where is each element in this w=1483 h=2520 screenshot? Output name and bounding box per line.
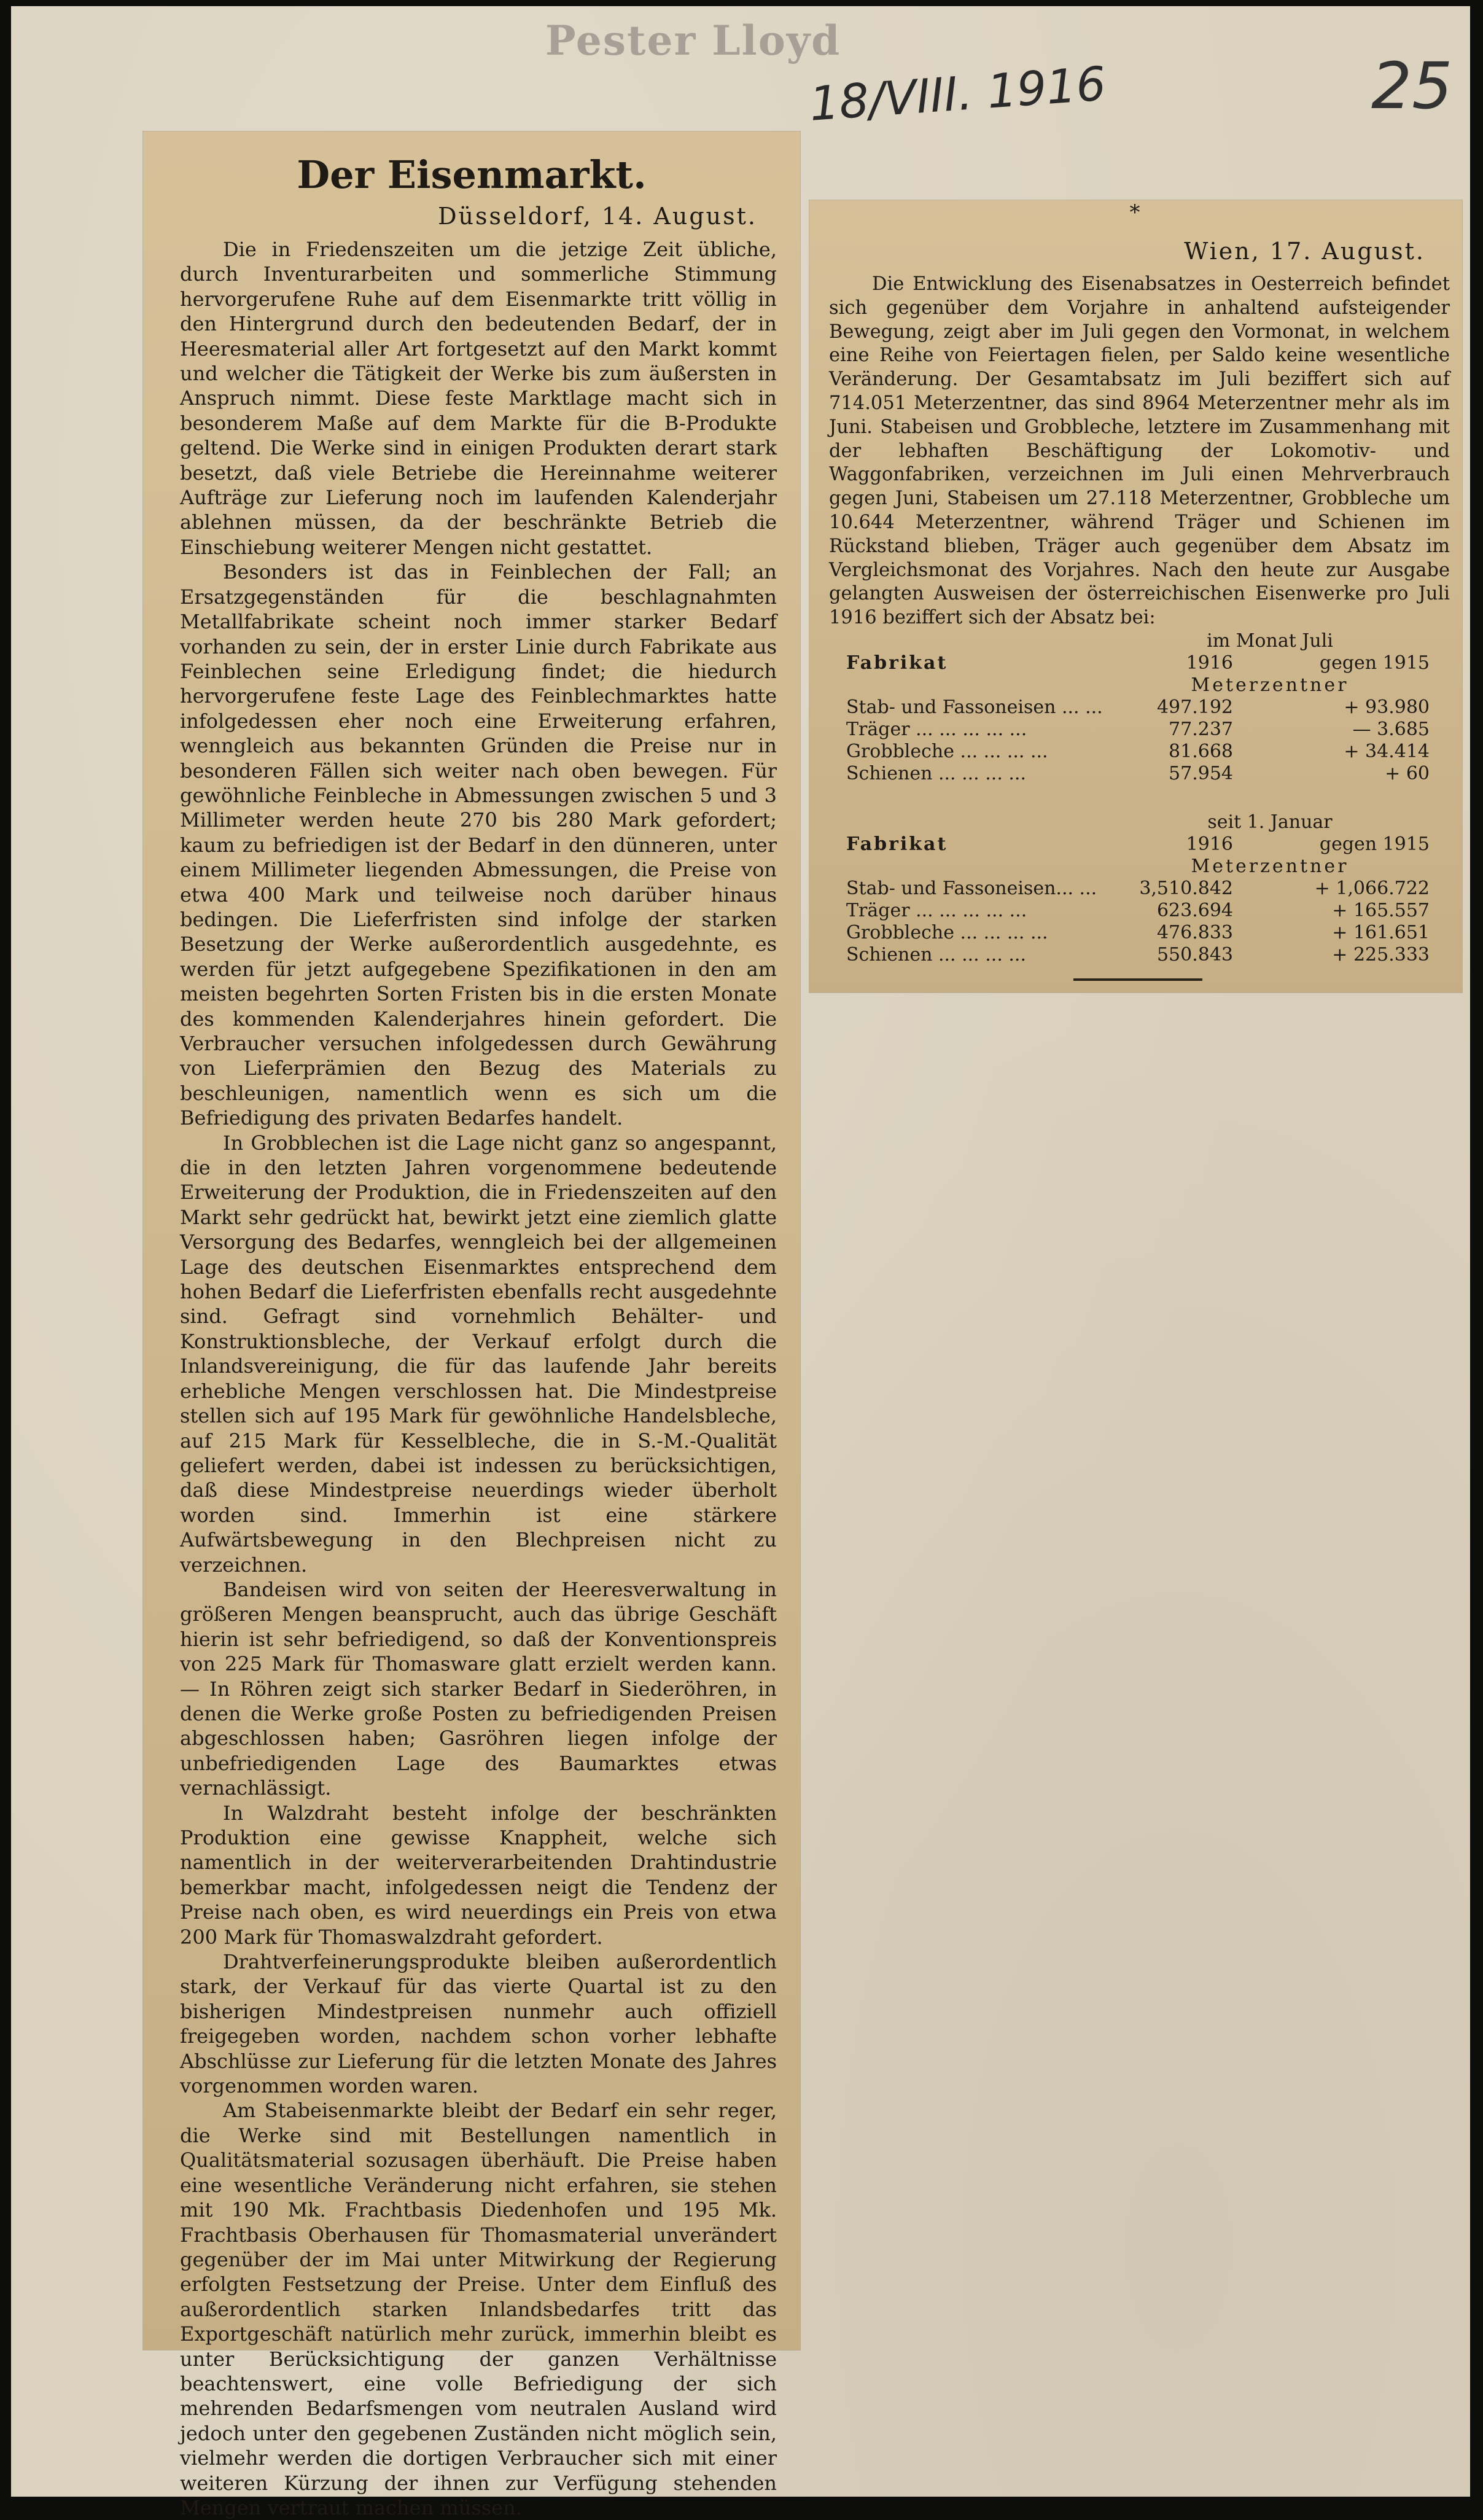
table-cell-change: + 225.333	[1332, 944, 1430, 965]
article-paragraph: Die in Friedenszeiten um die jetzige Zeit übliche, durch Inventurarbeiten und sommerliche Stimmung hervorgerufene Ruhe auf dem Eisenmarkte tritt völlig in den Hintergrund durch den bedeutenden Bedarf, der in Heeresmaterial aller Art fortgesetzt auf den Markt kommt und welcher die Tätigkeit der Werke bis zum äußersten in Anspruch nimmt. Diese feste Marktlage macht sich in besonderem Maße auf dem Markte für die B-Produkte geltend. Die Werke sind in einigen Produkten derart stark besetzt, daß viele Betriebe die Hereinnahme weiterer Aufträge zur Lieferung noch im laufenden Kalenderjahr ablehnen müssen, da der beschränkte Betrieb die Einschiebung weiterer Mengen nicht gestattet.	[180, 238, 777, 559]
table-cell-product: Grobbleche ... ... ... ...	[846, 922, 1048, 943]
table-cell-value: 57.954	[1169, 763, 1233, 784]
handwritten-page-number: 25	[1371, 49, 1453, 123]
closing-rule	[1073, 978, 1202, 981]
table-cell-change: + 34.414	[1344, 741, 1430, 762]
table-row	[846, 719, 1436, 741]
table-row	[846, 922, 1436, 944]
table-cell-change: + 93.980	[1344, 696, 1430, 718]
article-paragraph: Drahtverfeinerungsprodukte bleiben außerordentlich stark, der Verkauf für das vierte Quartal ist zu den bisherigen Mindestpreisen nunmehr auch offiziell freigegeben worden, nachdem schon vorher lebhafte Abschlüsse zur Lieferung für die letzten Monate des Jahres vorgenommen worden waren.	[180, 1950, 777, 2098]
article-paragraph: In Grobblechen ist die Lage nicht ganz so angespannt, die in den letzten Jahren vorgenommene bedeutende Erweiterung der Produktion, die in Friedenszeiten auf den Markt sehr gedrückt hat, bewirkt jetzt eine ziemlich glatte Versorgung des Bedarfes, wenngleich bei der allgemeinen Lage des deutschen Eisenmarktes entsprechend dem hohen Bedarf die Lieferfristen ebenfalls recht ausgedehnte sind. Gefragt sind vornehmlich Behälter- und Konstruktionsbleche, der Verkauf erfolgt durch die Inlandsvereinigung, die für das laufende Jahr bereits erhebliche Mengen verschlossen hat. Die Mindestpreise stellen sich auf 195 Mark für gewöhnliche Handelsbleche, auf 215 Mark für Kesselbleche, die in S.-M.-Qualität geliefert werden, dabei ist indessen zu berücksichtigen, daß diese Mindestpreise neuerdings wieder überholt worden sind. Immerhin ist eine stärkere Aufwärtsbewegung in den Blechpreisen nicht zu verzeichnen.	[180, 1131, 777, 1577]
sales-table-july	[846, 630, 1436, 785]
table-cell-product: Träger ... ... ... ... ...	[846, 900, 1027, 921]
table-unit: Meterzentner	[1191, 674, 1349, 696]
table-cell-value: 3,510.842	[1139, 878, 1233, 899]
table-cell-change: — 3.685	[1352, 719, 1430, 740]
article-body	[180, 237, 777, 2520]
table-row	[846, 878, 1436, 900]
table-period: im Monat Juli	[1207, 630, 1333, 652]
sales-table-since-january	[846, 811, 1436, 966]
table-cell-value: 623.694	[1156, 900, 1233, 921]
table-cell-change: + 161.651	[1332, 922, 1430, 943]
table-cell-value: 550.843	[1156, 944, 1233, 965]
article-dateline: Düsseldorf, 14. August.	[438, 203, 757, 230]
handwritten-date: 18/VIII. 1916	[808, 56, 1108, 131]
table-cell-product: Stab- und Fassoneisen... ...	[846, 878, 1097, 899]
article-body	[829, 273, 1450, 630]
table-period: seit 1. Januar	[1207, 811, 1333, 833]
table-header-year: 1916	[1186, 833, 1233, 855]
article-title: Der Eisenmarkt.	[297, 152, 647, 197]
table-header-year: 1916	[1186, 652, 1233, 674]
article-paragraph: Die Entwicklung des Eisenabsatzes in Oesterreich befindet sich gegenüber dem Vorjahre in anhaltend aufsteigender Bewegung, zeigt aber im Juli gegen den Vormonat, in welchem eine Reihe von Feiertagen fielen, per Saldo keine wesentliche Veränderung. Der Gesamtabsatz im Juli beziffert sich auf 714.051 Meterzentner, das sind 8964 Meterzentner mehr als im Juni. Stabeisen und Grobbleche, letztere im Zusammenhang mit der lebhaften Beschäftigung der Lokomotiv- und Waggonfabriken, verzeichnen im Juli einen Mehrverbrauch gegen Juni, Stabeisen um 27.118 Meterzentner, Grobbleche um 10.644 Meterzentner, während Träger und Schienen im Rückstand blieben, Träger auch gegenüber dem Absatz im Vergleichsmonat des Vorjahres. Nach den heute zur Ausgabe gelangten Ausweisen der österreichischen Eisenwerke pro Juli 1916 beziffert sich der Absatz bei:	[829, 273, 1450, 629]
table-cell-value: 81.668	[1169, 741, 1233, 762]
table-row	[846, 763, 1436, 785]
article-paragraph: In Walzdraht besteht infolge der beschränkten Produktion eine gewisse Knappheit, welche sich namentlich in der weiterverarbeitenden Drahtindustrie bemerkbar macht, infolgedessen neigt die Tendenz der Preise nach oben, es wird neuerdings ein Preis von etwa 200 Mark für Thomaswalzdraht gefordert.	[180, 1801, 777, 1949]
table-header-product: Fabrikat	[846, 652, 948, 674]
clipping-wien	[809, 200, 1462, 993]
table-cell-value: 497.192	[1156, 696, 1233, 718]
table-cell-product: Schienen ... ... ... ...	[846, 944, 1026, 965]
table-header-compare: gegen 1915	[1319, 652, 1430, 674]
table-cell-value: 77.237	[1169, 719, 1233, 740]
table-cell-value: 476.833	[1156, 922, 1233, 943]
table-cell-change: + 60	[1385, 763, 1430, 784]
table-cell-product: Grobbleche ... ... ... ...	[846, 741, 1048, 762]
article-paragraph: Am Stabeisenmarkte bleibt der Bedarf ein sehr reger, die Werke sind mit Bestellungen namentlich in Qualitätsmaterial sozusagen überhäuft. Die Preise haben eine wesentliche Veränderung nicht erfahren, sie stehen mit 190 Mk. Frachtbasis Diedenhofen und 195 Mk. Frachtbasis Oberhausen für Thomasmaterial unverändert gegenüber der im Mai unter Mitwirkung der Regierung erfolgten Festsetzung der Preise. Unter dem Einfluß des außerordentlich starken Inlandsbedarfes tritt das Exportgeschäft natürlich mehr zurück, immerhin bleibt es unter Berücksichtigung der ganzen Verhältnisse beachtenswert, eine volle Befriedigung der sich mehrenden Bedarfsmengen vom neutralen Ausland wird jedoch unter den gegebenen Zuständen nicht möglich sein, vielmehr werden die dortigen Verbraucher sich mit einer weiteren Kürzung der ihnen zur Verfügung stehenden Mengen vertraut machen müssen.	[180, 2099, 777, 2519]
clipping-eisenmarkt	[143, 131, 800, 2519]
table-cell-product: Stab- und Fassoneisen ... ...	[846, 696, 1103, 718]
article-dateline: Wien, 17. August.	[1184, 238, 1425, 265]
table-header-product: Fabrikat	[846, 833, 948, 855]
table-cell-product: Träger ... ... ... ... ...	[846, 719, 1027, 740]
table-cell-change: + 165.557	[1332, 900, 1430, 921]
newspaper-stamp: Pester Lloyd	[545, 17, 841, 64]
table-unit: Meterzentner	[1191, 856, 1349, 877]
table-row	[846, 944, 1436, 966]
table-row	[846, 696, 1436, 719]
table-header-compare: gegen 1915	[1319, 833, 1430, 855]
section-star: *	[1129, 200, 1140, 225]
article-paragraph: Besonders ist das in Feinblechen der Fall; an Ersatzgegenständen für die beschlagnahmten Metallfabrikate scheint noch immer starker Bedarf vorhanden zu sein, der in erster Linie durch Fabrikate aus Feinblechen seine Erledigung findet; die hiedurch hervorgerufene feste Lage des Feinblechmarktes hatte infolgedessen eher noch eine Erweiterung erfahren, wenngleich aus bekannten Gründen die Preise nur in besonderen Fällen sich weiter nach oben bewegen. Für gewöhnliche Feinbleche in Abmessungen zwischen 5 und 3 Millimeter werden heute 270 bis 280 Mark gefordert; kaum zu befriedigen ist der Bedarf in den dünneren, unter einem Millimeter liegenden Abmessungen, die Preise von etwa 400 Mark und teilweise noch darüber hinaus bedingen. Die Lieferfristen sind infolge der starken Besetzung der Werke außerordentlich ausgedehnte, es werden für jetzt aufgegebene Spezifikationen in den am meisten begehrten Sorten Fristen bis in die ersten Monate des kommenden Kalenderjahres hinein gefordert. Die Verbraucher versuchen infolgedessen durch Gewährung von Lieferprämien den Bezug des Materials zu beschleunigen, namentlich wenn es sich um die Befriedigung des privaten Bedarfes handelt.	[180, 560, 777, 1130]
table-cell-product: Schienen ... ... ... ...	[846, 763, 1026, 784]
table-row	[846, 741, 1436, 763]
table-row	[846, 900, 1436, 922]
article-paragraph: Bandeisen wird von seiten der Heeresverwaltung in größeren Mengen beansprucht, auch das übrige Geschäft hierin ist sehr befriedigend, so daß der Konventionspreis von 225 Mark für Thomasware glatt erzielt werden kann. — In Röhren zeigt sich starker Bedarf in Siederöhren, in denen die Werke große Posten zu befriedigenden Preisen abgeschlossen haben; Gasröhren liegen infolge der unbefriedigenden Lage des Baumarktes etwas vernachlässigt.	[180, 1577, 777, 1800]
table-cell-change: + 1,066.722	[1314, 878, 1430, 899]
